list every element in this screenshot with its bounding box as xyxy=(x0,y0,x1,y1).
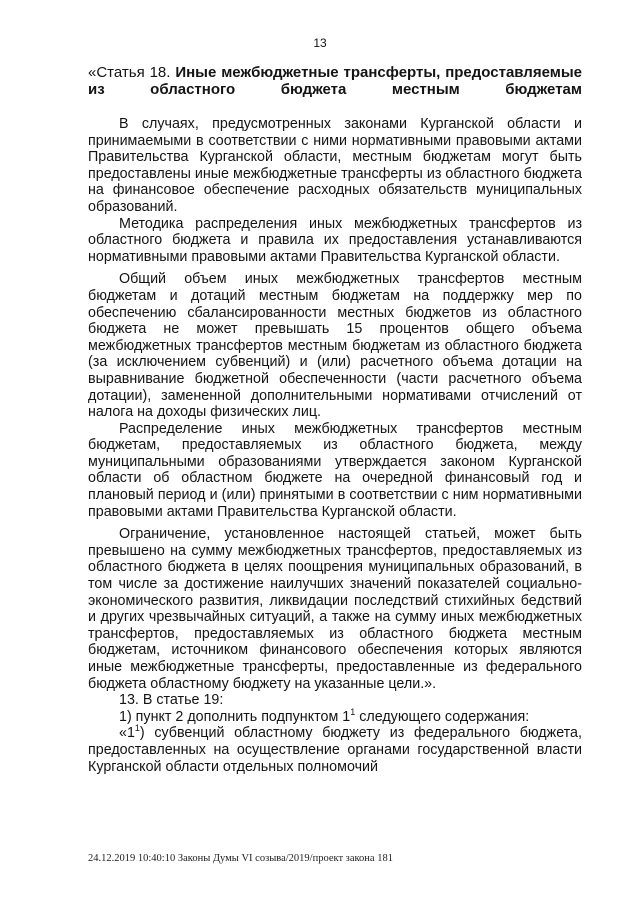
page-number: 13 xyxy=(313,36,327,50)
paragraph: Распределение иных межбюджетных трансфертов местным бюджетам, предоставляемых из областного бюджета, между муниципальными образованиями утверждается законом Курганской области об областном бюджете на очередной финансовый год и плановый период и (или) принятыми в соответствии с ним нормативными правовыми актами Правительства Курганской области. xyxy=(88,420,582,520)
article-title-lead: «Статья 18. xyxy=(88,64,176,81)
article-title xyxy=(88,64,582,98)
paragraph: Методика распределения иных межбюджетных трансфертов из областного бюджета и правила их предоставления устанавливаются нормативными правовыми актами Правительства Курганской области. xyxy=(88,215,582,265)
paragraph: Ограничение, установленное настоящей статьей, может быть превышено на сумму межбюджетных трансфертов, предоставляемых из областного бюджета в целях поощрения муниципальных образований, в том числе за достижение наилучших значений показателей социально-экономического развития, ликвидации последствий стихийных бедствий и других чрезвычайных ситуаций, а также на сумму иных межбюджетных трансфертов, предоставляемых из областного бюджета местным бюджетам, источником финансового обеспечения которых являются иные межбюджетные трансферты, предоставленные из федерального бюджета областному бюджету на указанные цели.». xyxy=(88,526,582,692)
article-title-bold: Иные межбюджетные трансферты, предоставляемые из областного бюджета местным бюджетам xyxy=(88,64,582,98)
subpoint-text: ) субвенций областному бюджету из федерального бюджета, предоставленных на осуществление органами государственной власти Курганской области отдельных полномочий xyxy=(88,725,582,775)
subpoint-superscript: 1 xyxy=(134,723,140,734)
point-suffix: следующего содержания: xyxy=(355,708,530,725)
amendment-point xyxy=(88,709,582,726)
paragraph: 13. В статье 19: xyxy=(119,692,224,709)
point-superscript: 1 xyxy=(350,707,356,718)
amendment-subpoint xyxy=(88,725,582,775)
document-body xyxy=(88,116,582,775)
point-prefix: 1) пункт 2 дополнить подпунктом 1 xyxy=(119,708,351,725)
paragraph: Общий объем иных межбюджетных трансфертов местным бюджетам и дотаций местным бюджетам на поддержку мер по обеспечению сбалансированности местных бюджетов из областного бюджета не может превышать 15 процентов общего объема межбюджетных трансфертов местным бюджетам из областного бюджета (за исключением субвенций) и (или) расчетного объема дотации на выравнивание бюджетной обеспеченности (части расчетного объема дотации), замененной дополнительными нормативами отчислений от налога на доходы физических лиц. xyxy=(88,271,582,421)
paragraph: В случаях, предусмотренных законами Курганской области и принимаемыми в соответствии с ними нормативными правовыми актами Правительства Курганской области, местным бюджетам могут быть предоставлены иные межбюджетные трансферты из областного бюджета на финансовое обеспечение расходных обязательств муниципальных образований. xyxy=(88,116,582,215)
footer-meta: 24.12.2019 10:40:10 Законы Думы VI созыва/2019/проект закона 181 xyxy=(88,853,393,864)
subpoint-open: «1 xyxy=(119,725,135,742)
